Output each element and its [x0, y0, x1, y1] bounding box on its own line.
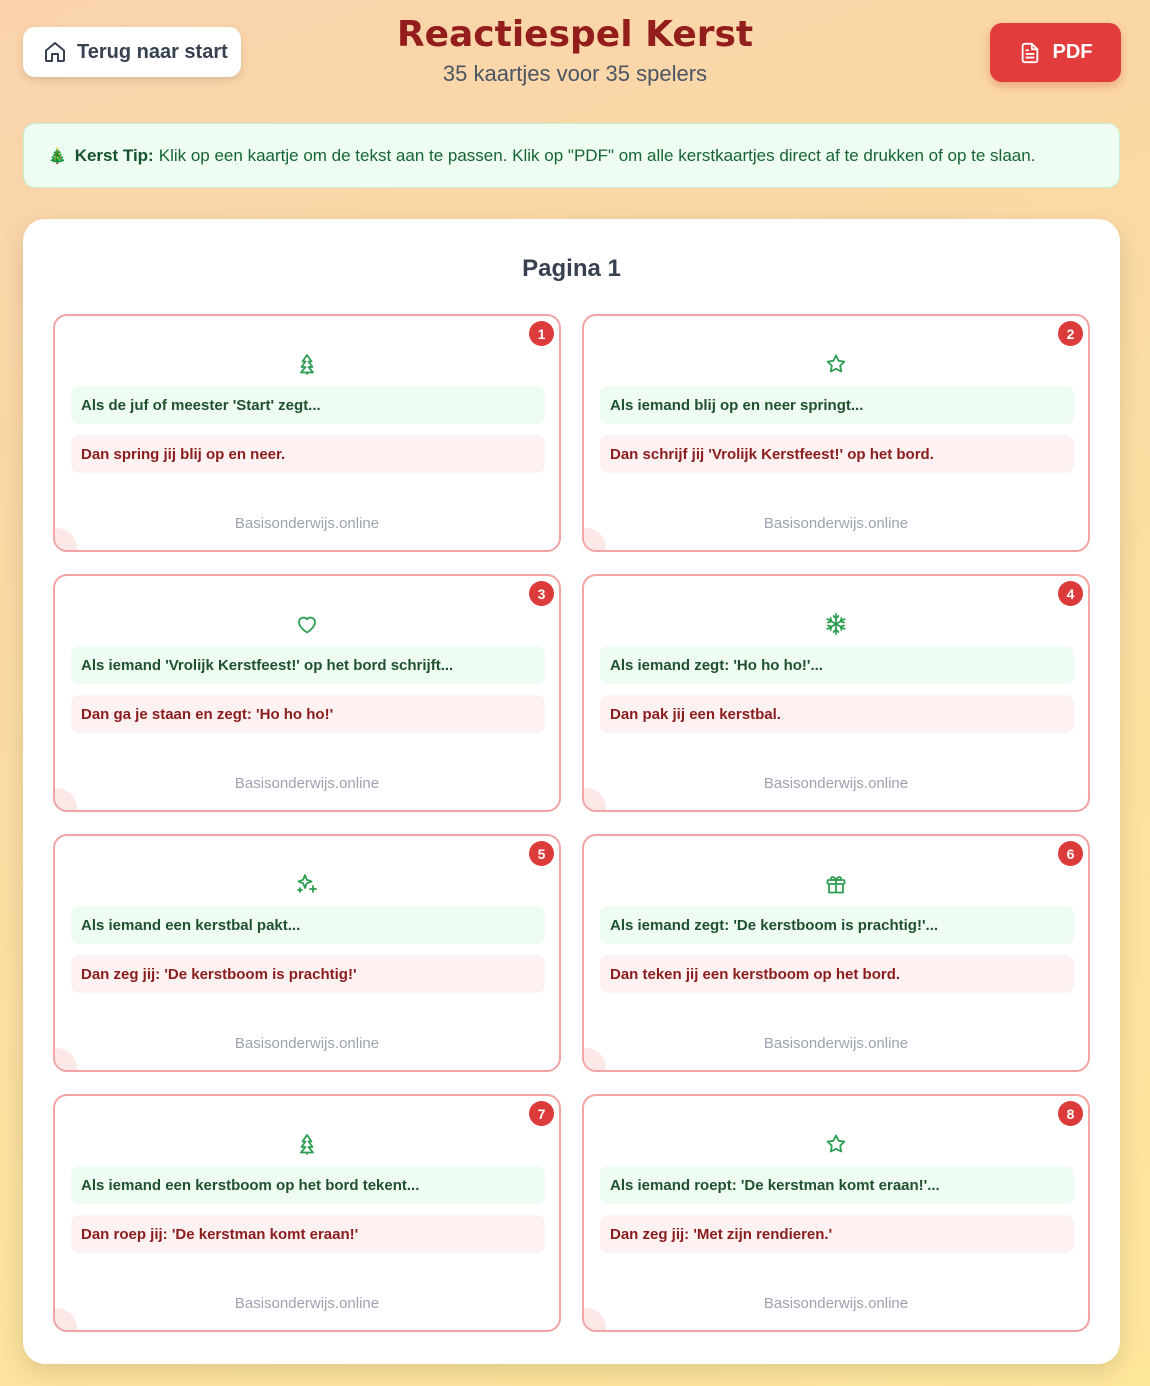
- card-icon-wrapper: [584, 1132, 1088, 1156]
- card-icon-wrapper: [55, 612, 559, 636]
- card-footer: Basisonderwijs.online: [234, 1295, 380, 1312]
- card-icon-wrapper: [584, 352, 1088, 376]
- pdf-button-label: PDF: [1052, 41, 1093, 63]
- back-button-label: Terug naar start: [77, 40, 228, 63]
- reaction-card[interactable]: [582, 834, 1090, 1072]
- gift-icon: [824, 872, 848, 896]
- card-condition[interactable]: Als de juf of meester 'Start' zegt...: [71, 386, 545, 424]
- card-action[interactable]: Dan ga je staan en zegt: 'Ho ho ho!': [71, 695, 545, 733]
- card-condition[interactable]: Als iemand roept: 'De kerstman komt eraan!'...: [600, 1166, 1074, 1204]
- card-condition[interactable]: Als iemand 'Vrolijk Kerstfeest!' op het bord schrijft...: [71, 646, 545, 684]
- reaction-card[interactable]: [582, 314, 1090, 552]
- card-number-badge: 3: [529, 581, 554, 606]
- tip-banner: [23, 123, 1120, 188]
- reaction-card[interactable]: [53, 574, 561, 812]
- sparkles-icon: [295, 872, 319, 896]
- card-footer: Basisonderwijs.online: [763, 515, 909, 532]
- card-icon-wrapper: [55, 1132, 559, 1156]
- reaction-card[interactable]: [53, 314, 561, 552]
- card-action[interactable]: Dan spring jij blij op en neer.: [71, 435, 545, 473]
- card-footer: Basisonderwijs.online: [763, 1035, 909, 1052]
- reaction-card[interactable]: [582, 1094, 1090, 1332]
- card-number-badge: 5: [529, 841, 554, 866]
- card-icon-wrapper: [584, 612, 1088, 636]
- page-subtitle: 35 kaartjes voor 35 spelers: [442, 61, 708, 86]
- file-text-icon: [1019, 41, 1041, 65]
- reaction-card[interactable]: [53, 834, 561, 1072]
- card-number-badge: 2: [1058, 321, 1083, 346]
- card-footer: Basisonderwijs.online: [234, 1035, 380, 1052]
- heart-icon: [295, 612, 319, 636]
- snowflake-icon: [824, 612, 848, 636]
- card-condition[interactable]: Als iemand blij op en neer springt...: [600, 386, 1074, 424]
- card-number-badge: 6: [1058, 841, 1083, 866]
- card-action[interactable]: Dan teken jij een kerstboom op het bord.: [600, 955, 1074, 993]
- reaction-card[interactable]: [53, 1094, 561, 1332]
- tree-icon: [295, 352, 319, 376]
- card-footer: Basisonderwijs.online: [234, 515, 380, 532]
- christmas-tree-emoji-icon: 🎄: [48, 147, 67, 165]
- card-action[interactable]: Dan pak jij een kerstbal.: [600, 695, 1074, 733]
- card-condition[interactable]: Als iemand zegt: 'Ho ho ho!'...: [600, 646, 1074, 684]
- page-section-title: Pagina 1: [522, 255, 621, 282]
- page-heading: Reactiespel Kerst: [396, 14, 754, 55]
- card-number-badge: 1: [529, 321, 554, 346]
- card-number-badge: 8: [1058, 1101, 1083, 1126]
- card-icon-wrapper: [584, 872, 1088, 896]
- star-icon: [824, 1132, 848, 1156]
- card-icon-wrapper: [55, 352, 559, 376]
- card-footer: Basisonderwijs.online: [763, 1295, 909, 1312]
- card-number-badge: 4: [1058, 581, 1083, 606]
- card-footer: Basisonderwijs.online: [763, 775, 909, 792]
- reaction-card[interactable]: [582, 574, 1090, 812]
- card-action[interactable]: Dan roep jij: 'De kerstman komt eraan!': [71, 1215, 545, 1253]
- card-icon-wrapper: [55, 872, 559, 896]
- card-action[interactable]: Dan zeg jij: 'De kerstboom is prachtig!': [71, 955, 545, 993]
- star-icon: [824, 352, 848, 376]
- card-condition[interactable]: Als iemand een kerstboom op het bord tekent...: [71, 1166, 545, 1204]
- card-condition[interactable]: Als iemand een kerstbal pakt...: [71, 906, 545, 944]
- pdf-button[interactable]: [990, 23, 1121, 82]
- cards-panel: [23, 219, 1120, 1364]
- card-footer: Basisonderwijs.online: [234, 775, 380, 792]
- card-condition[interactable]: Als iemand zegt: 'De kerstboom is prachtig!'...: [600, 906, 1074, 944]
- tip-label: Kerst Tip:: [74, 145, 154, 165]
- tree-icon: [295, 1132, 319, 1156]
- card-number-badge: 7: [529, 1101, 554, 1126]
- card-action[interactable]: Dan zeg jij: 'Met zijn rendieren.': [600, 1215, 1074, 1253]
- card-action[interactable]: Dan schrijf jij 'Vrolijk Kerstfeest!' op het bord.: [600, 435, 1074, 473]
- tip-text: Klik op een kaartje om de tekst aan te passen. Klik op "PDF" om alle kerstkaartjes direct af te drukken of op te slaan.: [158, 145, 1036, 165]
